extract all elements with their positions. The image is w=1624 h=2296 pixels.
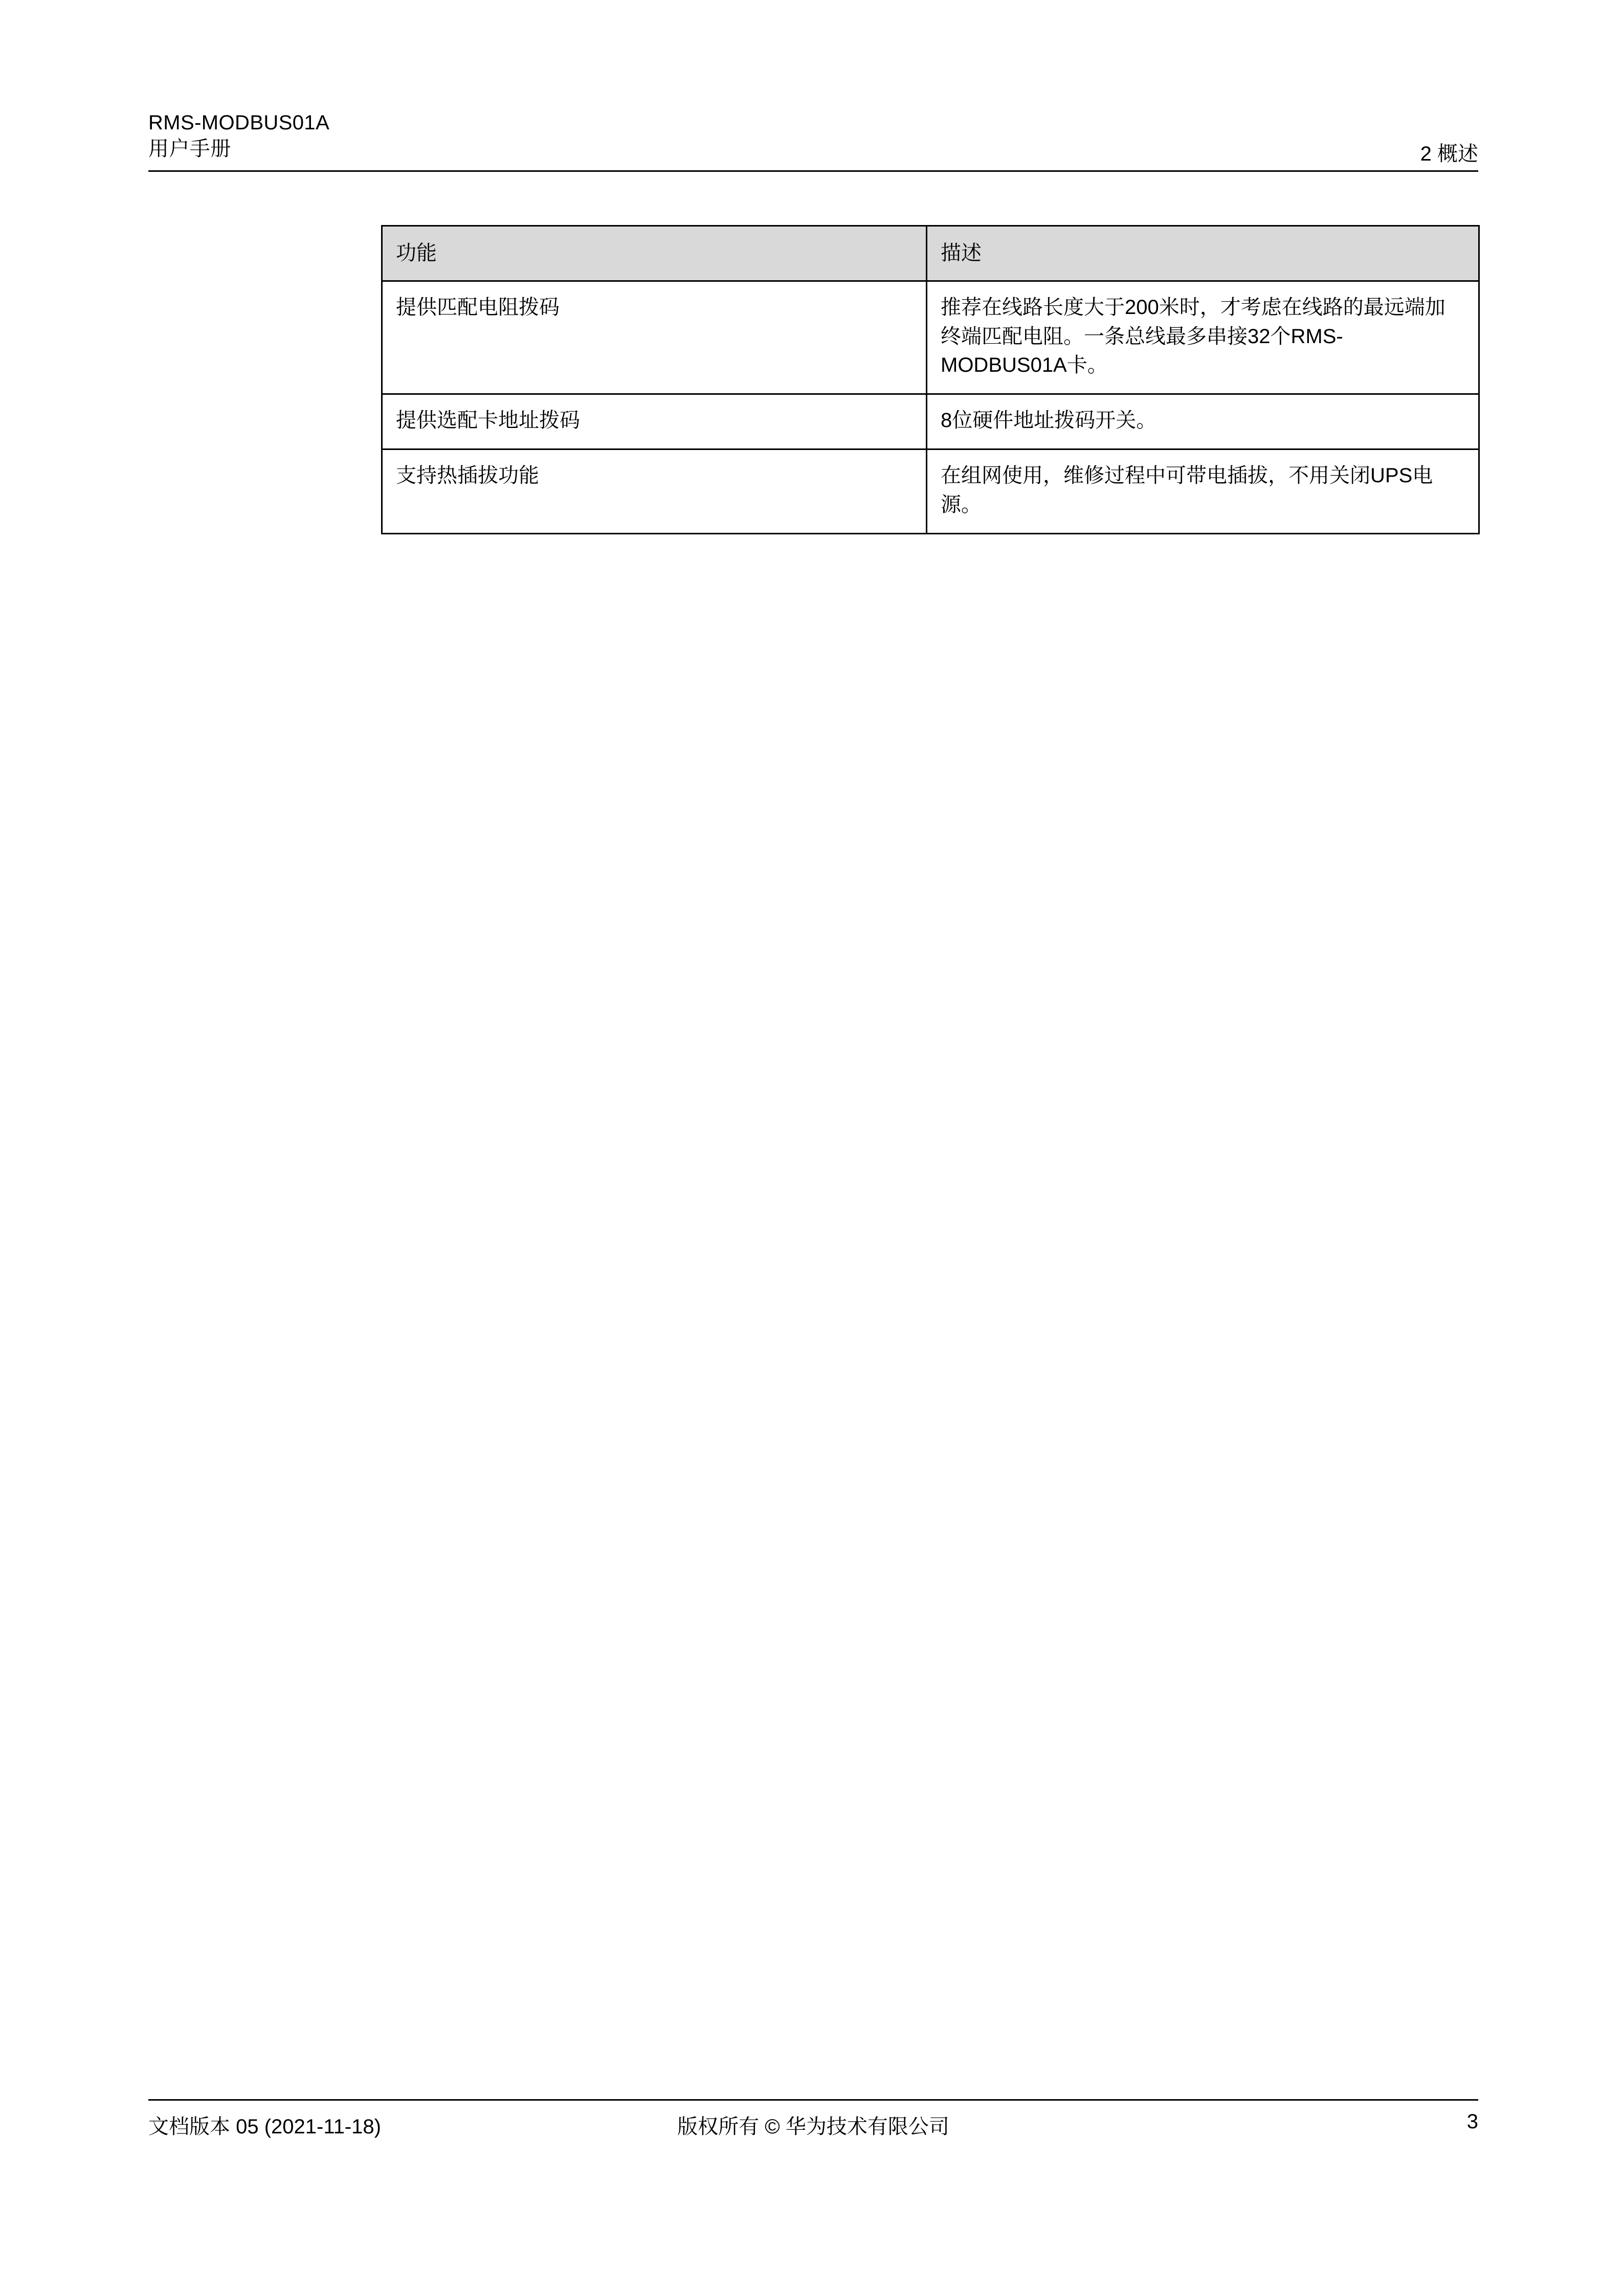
cell-feature: 支持热插拔功能 <box>382 449 927 533</box>
feature-table-container <box>381 225 1478 534</box>
header-doc-type: 用户手册 <box>148 138 231 161</box>
footer-version: 文档版本 05 (2021-11-18) <box>148 2115 381 2138</box>
header-product-name: RMS-MODBUS01A <box>148 111 330 134</box>
cell-feature: 提供匹配电阻拨码 <box>382 281 927 394</box>
cell-description: 在组网使用，维修过程中可带电插拔，不用关闭UPS电源。 <box>927 449 1479 533</box>
table-row <box>382 281 1479 394</box>
cell-description: 推荐在线路长度大于200米时，才考虑在线路的最远端加终端匹配电阻。一条总线最多串接32个RMS-MODBUS01A卡。 <box>927 281 1479 394</box>
page-header <box>148 110 1478 171</box>
footer-copyright: 版权所有 © 华为技术有限公司 <box>677 2115 949 2138</box>
feature-table <box>381 225 1480 534</box>
header-left-block <box>148 110 329 162</box>
header-chapter: 2 概述 <box>1420 143 1478 165</box>
header-divider <box>148 170 1478 172</box>
table-row <box>382 394 1479 449</box>
footer-page-number: 3 <box>1466 2110 1478 2133</box>
table-row <box>382 449 1479 533</box>
cell-feature: 提供选配卡地址拨码 <box>382 394 927 449</box>
column-header-feature: 功能 <box>382 226 927 281</box>
table-header-row <box>382 226 1479 281</box>
footer-content <box>148 2110 1478 2146</box>
footer-divider <box>148 2099 1478 2101</box>
column-header-description: 描述 <box>927 226 1479 281</box>
cell-description: 8位硬件地址拨码开关。 <box>927 394 1479 449</box>
